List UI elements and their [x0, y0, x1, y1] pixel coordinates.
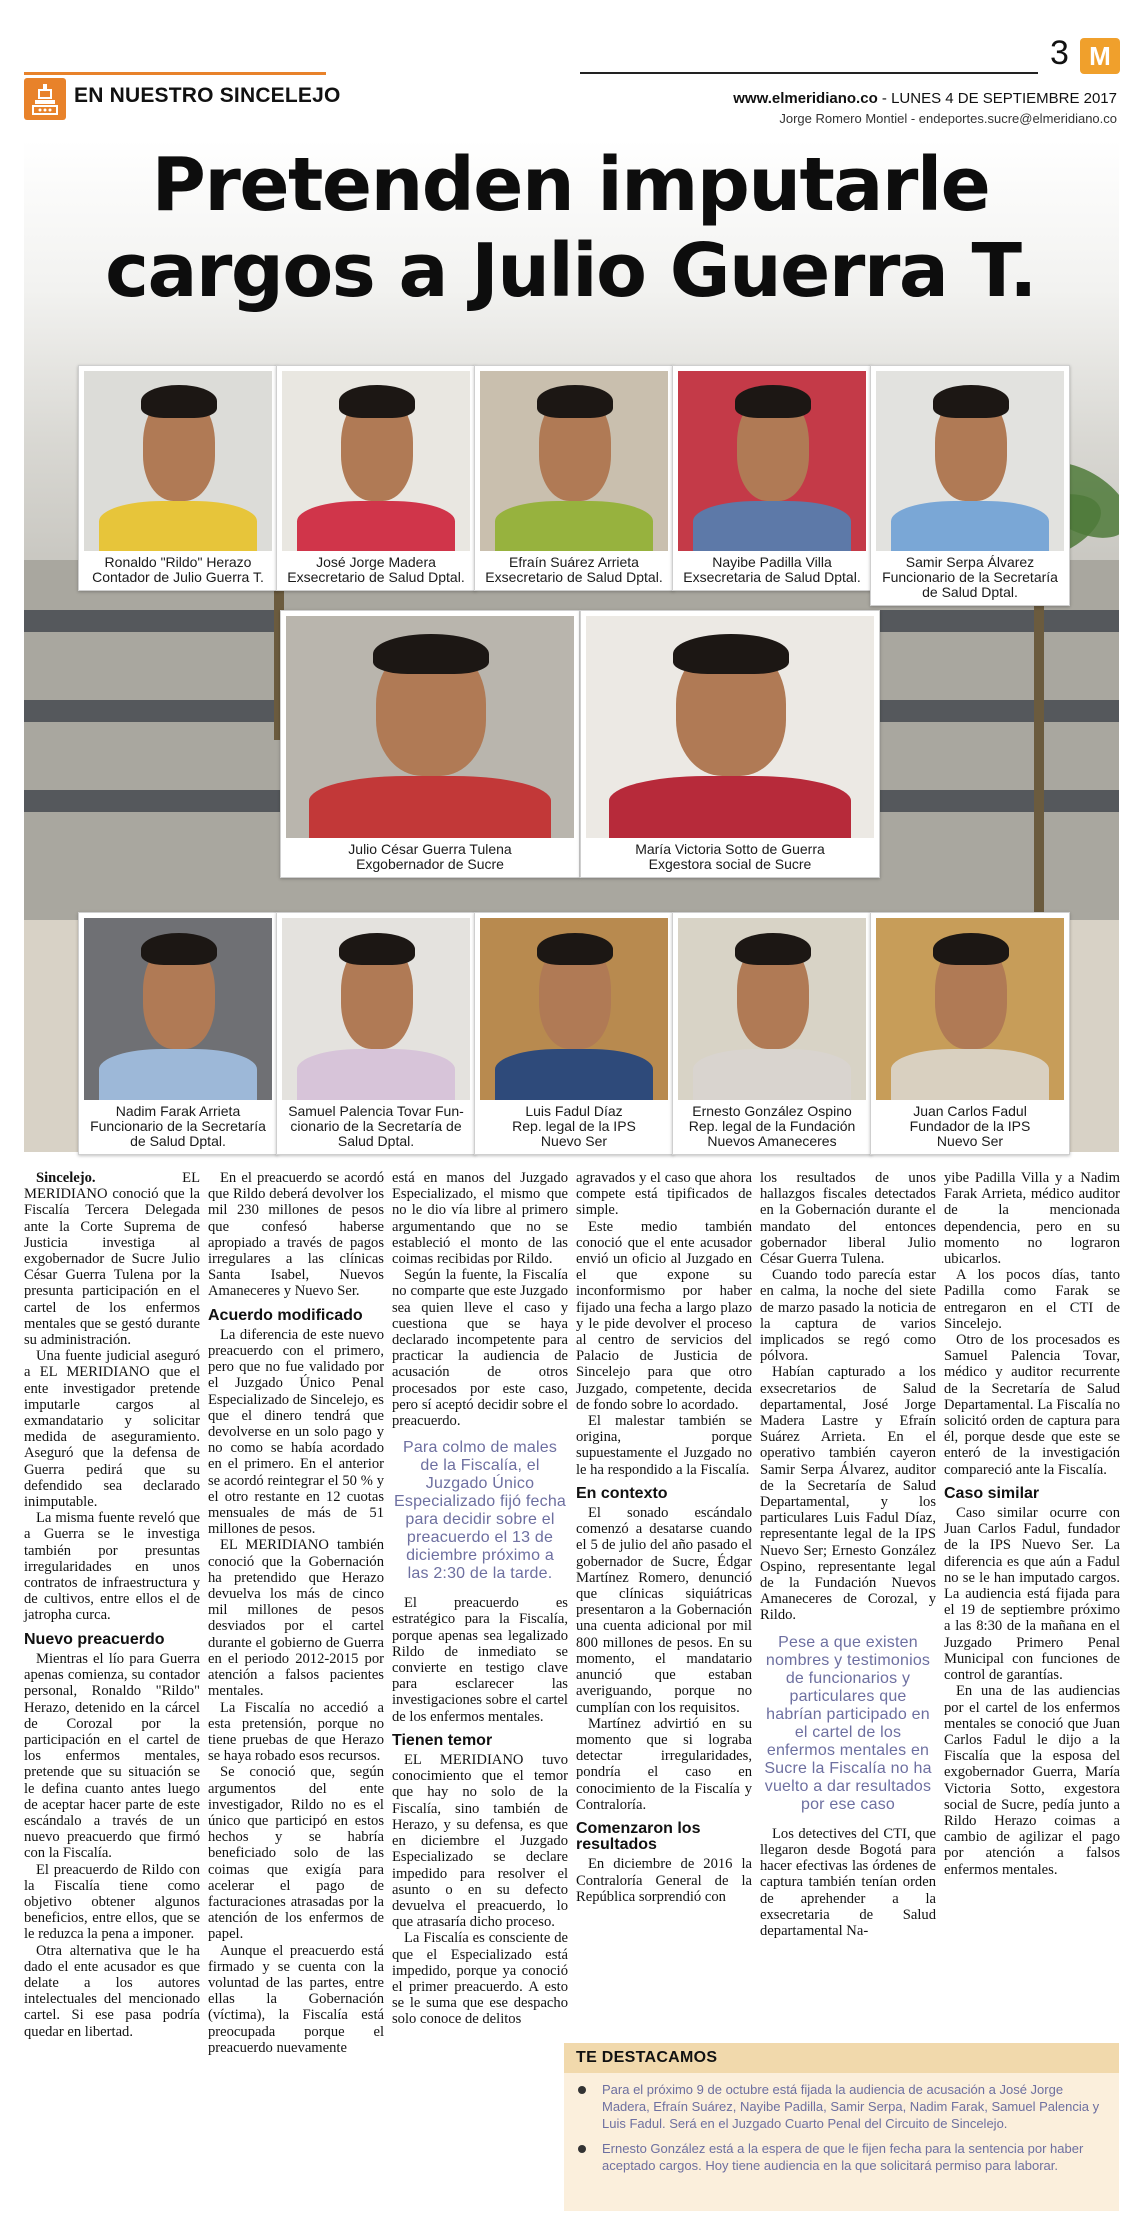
portrait-photo [84, 371, 272, 551]
issue-date: - LUNES 4 DE SEPTIEMBRE 2017 [877, 90, 1117, 107]
portrait-photo [282, 371, 470, 551]
photo-caption [876, 551, 1064, 600]
article-column-4 [576, 1170, 752, 1905]
caption-line: Exsecretaria de Salud Dptal. [683, 569, 861, 585]
article-column-3 [392, 1170, 568, 2028]
highlight-item [564, 2132, 1119, 2174]
caption-line: Rep. legal de la IPS [512, 1118, 636, 1134]
caption-line: José Jorge Madera [316, 554, 436, 570]
caption-line: Efraín Suárez Arrieta [509, 554, 639, 570]
article-paragraph: Martínez advirtió en su momento que si lograba detectar irregularidades, pondría el caso en conocimiento de la Fiscalía y Contraloría. [576, 1715, 752, 1813]
city-monument-icon [24, 78, 66, 120]
person-photo-card [78, 912, 278, 1155]
headline-line-2: cargos a Julio Guerra T. [105, 228, 1036, 314]
caption-line: Nuevos Amaneceres [707, 1133, 837, 1149]
subheading: Caso similar [944, 1484, 1040, 1502]
person-photo-card [474, 365, 674, 591]
article-paragraph: EL MERIDIANO tuvo conocimiento que el temor que hay no solo de la Fiscalía, sino también de Herazo, y su defensa, es que en diciembre el Juzgado Especializado se declare impedido para resolver el asunto o en su defecto devuelva el preacuerdo, lo que atrasaría dicho proceso. [392, 1752, 568, 1931]
highlights-title: TE DESTACAMOS [564, 2043, 1119, 2073]
pull-quote: Para colmo de males de la Fiscalía, el Juzgado Único Especializado fijó fecha para decidir sobre el preacuerdo el 13 de diciembre próximo a las 2:30 de la tarde. [394, 1439, 567, 1583]
article-paragraph: Se conoció que, según argumentos del ente investigador, Rildo no es el único que participó en estos hechos y se habría beneficiado solo de las coimas que exigía para acelerar el pago de facturaciones atrasadas por la atención de los enfermos de papel. [208, 1764, 384, 1943]
caption-line: Exsecretario de Salud Dptal. [287, 569, 465, 585]
article-paragraph: En el preacuerdo se acordó que Rildo deberá devolver los mil 230 millones de pesos que confesó haberse apropiado a través de pagos irregulares a las clínicas Santa Isabel, Nuevos Amaneceres y Nuevo Ser. [208, 1170, 384, 1300]
site-url[interactable]: www.elmeridiano.co [733, 90, 878, 107]
highlight-item [564, 2073, 1119, 2132]
subheading: Tienen temor [392, 1731, 493, 1749]
caption-line: Exgestora social de Sucre [648, 856, 812, 872]
article-paragraph: El malestar también se origina, porque supuestamente el Juzgado no le ha respondido a la Fiscalía. [576, 1413, 752, 1478]
article-paragraph: A los pocos días, tanto Padilla como Farak se entregaron en el CTI de Sincelejo. [944, 1267, 1120, 1332]
caption-line: Ronaldo "Rildo" Herazo [104, 554, 252, 570]
caption-line: Rep. legal de la Fundación [688, 1118, 856, 1134]
article-paragraph: Aunque el preacuerdo está firmado y se cuenta con la voluntad de las partes, entre ellas la Gobernación (víctima), la Fiscalía está preocupada porque el preacuerdo nuevamente [208, 1942, 384, 2056]
article-paragraph: El preacuerdo es estratégico para la Fiscalía, porque apenas sea legalizado Rildo de inmediato se convierte en testigo clave para esclarecer las investigaciones sobre el cartel de los enfermos mentales. [392, 1595, 568, 1725]
dateline [733, 90, 1117, 107]
article-paragraph: El preacuerdo de Rildo con la Fiscalía tiene como objetivo obtener algunos beneficios, entre ellos, que se le reduzca la pena a imponer. [24, 1861, 200, 1943]
subheading: En contexto [576, 1484, 668, 1502]
person-photo-card [78, 365, 278, 591]
article-column-6 [944, 1170, 1120, 1878]
portrait-photo [480, 918, 668, 1100]
article-paragraph: En diciembre de 2016 la Contraloría General de la República sorprendió con [576, 1856, 752, 1905]
portrait-photo [286, 616, 574, 838]
highlight-text: Para el próximo 9 de octubre está fijada la audiencia de acusación a José Jorge Madera, Efraín Suárez, Nayibe Padilla, Samir Serpa, Nadim Farak, Samuel Palencia y Luis Fadul. Será en el Juzgado Cuarto Penal del Circuito de Sincelejo. [602, 2082, 1100, 2131]
photo-caption [876, 1100, 1064, 1149]
photo-caption [480, 1100, 668, 1149]
photo-caption [84, 551, 272, 585]
bullet-icon [578, 2086, 586, 2094]
caption-line: Nuevo Ser [540, 1133, 608, 1149]
caption-line: Samir Serpa Álvarez [905, 554, 1035, 570]
caption-line: Fundador de la IPS [909, 1118, 1031, 1134]
caption-line: Nayibe Padilla Villa [712, 554, 832, 570]
person-photo-card [672, 912, 872, 1155]
highlights-box [564, 2043, 1119, 2211]
caption-line: Luis Fadul Díaz [525, 1103, 623, 1119]
article-column-5 [760, 1170, 936, 1939]
portrait-photo [678, 918, 866, 1100]
person-photo-card [474, 912, 674, 1155]
article-paragraph: Habían capturado a los exsecretarios de Salud departamental, José Jorge Madera Lastre y Efraín Suárez Arrieta. En el operativo también cayeron Samir Serpa Álvarez, auditor de la Secretaría de Salud Departamental, y los particulares Luis Fadul Díaz, representante legal de la IPS Nuevo Ser; Ernesto González Ospino, representante legal de la Fundación Nuevos Amaneceres de Corozal, y Rildo. [760, 1364, 936, 1624]
caption-line: Exsecretario de Salud Dptal. [485, 569, 663, 585]
section-title: EN NUESTRO SINCELEJO [74, 84, 341, 107]
caption-line: Juan Carlos Fadul [913, 1103, 1027, 1119]
article-paragraph: los resultados de unos hallazgos fiscales detectados en la Gobernación durante el mandato del entonces gobernador liberal Julio César Guerra Tulena. [760, 1170, 936, 1268]
photo-caption [286, 838, 574, 872]
portrait-photo [586, 616, 874, 838]
article-paragraph: Este medio también conoció que el ente acusador envió un oficio al Juzgado en el que expone su inconformismo por haber fijado una fecha a largo plazo y le pide devolver el proceso al centro de servicios del Palacio de Justicia de Sincelejo para que otro Juzgado, competente, decida de fondo sobre lo acordado. [576, 1218, 752, 1413]
person-photo-card [580, 610, 880, 878]
article-paragraph: Los detectives del CTI, que llegaron desde Bogotá para hacer efectivas las órdenes de captura también tenían orden de aprehender a la exsecretaria de Salud departamental Na- [760, 1825, 936, 1939]
caption-line: Samuel Palencia Tovar Fun- [288, 1103, 464, 1119]
article-paragraph: Cuando todo parecía estar en calma, la noche del siete de marzo pasado la noticia de la captura de varios implicados se regó como pólvora. [760, 1267, 936, 1365]
article-paragraph: Mientras el lío para Guerra apenas comienza, su contador personal, Ronaldo "Rildo" Herazo, detenido en la cárcel de Corozal por la participación en el cartel de los enfermos mentales, pretende que su situación se le defina cuanto antes luego de aceptar hacer parte de este escándalo a través de un nuevo preacuerdo que firmó con la Fiscalía. [24, 1650, 200, 1862]
caption-line: de Salud Dptal. [922, 584, 1018, 600]
person-photo-card [276, 912, 476, 1155]
photo-caption [282, 551, 470, 585]
caption-line: Funcionario de la Secretaría [90, 1118, 266, 1134]
pull-quote: Pese a que existen nombres y testimonios de funcionarios y particulares que habrían participado en el cartel de los enfermos mentales en Sucre la Fiscalía no ha vuelto a dar resultados por ese caso [764, 1633, 932, 1813]
bullet-icon [578, 2145, 586, 2153]
section-accent-bar [24, 72, 326, 75]
caption-line: Nadim Farak Arrieta [115, 1103, 241, 1119]
article-column-1 [24, 1170, 200, 2040]
caption-line: Nuevo Ser [936, 1133, 1004, 1149]
person-photo-card [870, 365, 1070, 606]
article-paragraph: Otra alternativa que le ha dado el ente acusador es que delate a los autores intelectuales del mencionado cartel. Si ese pasa podría quedar en libertad. [24, 1942, 200, 2040]
headline-line-1: Pretenden imputarle [151, 142, 990, 228]
caption-line: Julio César Guerra Tulena [348, 841, 512, 857]
portrait-photo [480, 371, 668, 551]
byline: Jorge Romero Montiel - endeportes.sucre@elmeridiano.co [779, 111, 1117, 126]
article-paragraph: El sonado escándalo comenzó a desatarse cuando el 5 de julio del año pasado el gobernador de Sucre, Édgar Martínez Romero, denunció que clínicas siquiátricas presentaron a la Gobernación una cuenta adicional por mil 800 millones de pesos. En su momento, el mandatario anunció que estaban averiguando, porque no cumplían con los requisitos. [576, 1505, 752, 1716]
photo-caption [586, 838, 874, 872]
portrait-photo [282, 918, 470, 1100]
article-paragraph: agravados y el caso que ahora compete está tipificados de simple. [576, 1170, 752, 1219]
portrait-photo [876, 371, 1064, 551]
article-paragraph: La Fiscalía no accedió a esta pretensión, porque no tiene pruebas de que Herazo se haya robado esos recursos. [208, 1699, 384, 1765]
article-paragraph: EL MERIDIANO también conoció que la Gobernación ha pretendido que Herazo devuelva los más de cinco mil millones de pesos desviados por el cartel durante el gobierno de Guerra en el periodo 2012-2015 por atención a falsos pacientes mentales. [208, 1537, 384, 1700]
article-paragraph: La Fiscalía es consciente de que el Especializado está impedido, porque ya conoció el primer preacuerdo. A esto se le suma que ese despacho solo conoce de delitos [392, 1930, 568, 2028]
person-photo-card [870, 912, 1070, 1155]
caption-line: Funcionario de la Secretaría [882, 569, 1058, 585]
article-paragraph: La diferencia de este nuevo preacuerdo con el primero, pero que no fue validado por el Juzgado Único Penal Especializado de Sincelejo, es que el dinero tendrá que devolverse en un solo pago y no como se había acordado en el primero. En el anterior se acordó reintegrar el 50 % y el otro restante en 12 cuotas mensuales de más de 51 millones de pesos. [208, 1326, 384, 1538]
caption-line: Exgobernador de Sucre [356, 856, 504, 872]
person-photo-card [276, 365, 476, 591]
photo-caption [282, 1100, 470, 1149]
caption-line: María Victoria Sotto de Guerra [635, 841, 825, 857]
article-paragraph: En una de las audiencias por el cartel de los enfermos mentales se conoció que Juan Carlos Fadul le dijo a la Fiscalía que la esposa del exgobernador Guerra, María Victoria Sotto, exgestora social de Sucre, pedía junto a Rildo Herazo coimas a cambio de agilizar el pago por atención a falsos enfermos mentales. [944, 1683, 1120, 1878]
caption-line: Ernesto González Ospino [692, 1103, 852, 1119]
caption-line: de Salud Dptal. [130, 1133, 226, 1149]
person-photo-card [672, 365, 872, 591]
caption-line: cionario de la Secretaría de [290, 1118, 462, 1134]
newspaper-logo: M [1080, 38, 1120, 74]
highlight-text: Ernesto González está a la espera de que le fijen fecha para la sentencia por haber aceptado cargos. Hoy tiene audiencia en la que solicitará permiso para laborar. [602, 2141, 1084, 2173]
article-paragraph: Sincelejo. EL MERIDIANO conoció que la Fiscalía Tercera Delegada ante la Corte Suprema de Justicia investiga al exgobernador de Sucre Julio César Guerra Tulena por la presunta participación en el cartel de los enfermos mentales que se gestó durante su administración. [24, 1170, 200, 1349]
article-paragraph: Según la fuente, la Fiscalía no comparte que este Juzgado sea quien lleve el caso y cuestiona que se haya declarado incompetente para practicar la audiencia de acusación de otros procesados por este caso, pero sí aceptó decidir sobre el preacuerdo. [392, 1267, 568, 1430]
subheading: Comenzaron los resultados [576, 1819, 701, 1854]
subheading: Nuevo preacuerdo [24, 1630, 165, 1648]
person-photo-card [280, 610, 580, 878]
header-rule [580, 72, 1038, 74]
article-column-2 [208, 1170, 384, 2056]
photo-caption [678, 551, 866, 585]
page-number: 3 [1050, 34, 1069, 72]
portrait-photo [84, 918, 272, 1100]
portrait-photo [678, 371, 866, 551]
photo-caption [84, 1100, 272, 1149]
article-paragraph: yibe Padilla Villa y a Nadim Farak Arrieta, médico auditor de la mencionada dependencia, pero en su momento no lograron ubicarlos. [944, 1170, 1120, 1268]
article-paragraph: La misma fuente reveló que a Guerra se le investiga también por presuntas irregularidades en unos contratos de infraestructura y de cultivos, entre ellos el de jatropha curca. [24, 1510, 200, 1624]
article-paragraph: Otro de los procesados es Samuel Palencia Tovar, médico y auditor recurrente de la Secretaría de Salud Departamental. La Fiscalía no solicitó orden de captura para él, porque desde que este se enteró de la investigación compareció ante la Fiscalía. [944, 1332, 1120, 1478]
photo-caption [678, 1100, 866, 1149]
caption-line: Salud Dptal. [337, 1133, 415, 1149]
photo-caption [480, 551, 668, 585]
portrait-photo [876, 918, 1064, 1100]
article-paragraph: está en manos del Juzgado Especializado, el mismo que no le dio vía libre al primero argumentando que no se estableció el monto de las coimas recibidas por Rildo. [392, 1170, 568, 1268]
article-paragraph: Una fuente judicial aseguró a EL MERIDIANO que el ente investigador pretende imputarle cargos al exmandatario y solicitar medida de aseguramiento. Aseguró que la defensa de Guerra pedirá que su defendido sea declarado inimputable. [24, 1348, 200, 1511]
headline [0, 142, 1141, 314]
dateline-lead: Sincelejo. [36, 1170, 183, 1186]
caption-line: Contador de Julio Guerra T. [92, 569, 264, 585]
subheading: Acuerdo modificado [208, 1306, 363, 1324]
article-paragraph: Caso similar ocurre con Juan Carlos Fadul, fundador de la IPS Nuevo Ser. La diferencia es que aún a Fadul no se le han imputado cargos. La audiencia está fijada para el 19 de septiembre próximo a las 8:30 de la mañana en el Juzgado Primero Penal Municipal con funciones de control de garantías. [944, 1505, 1120, 1684]
